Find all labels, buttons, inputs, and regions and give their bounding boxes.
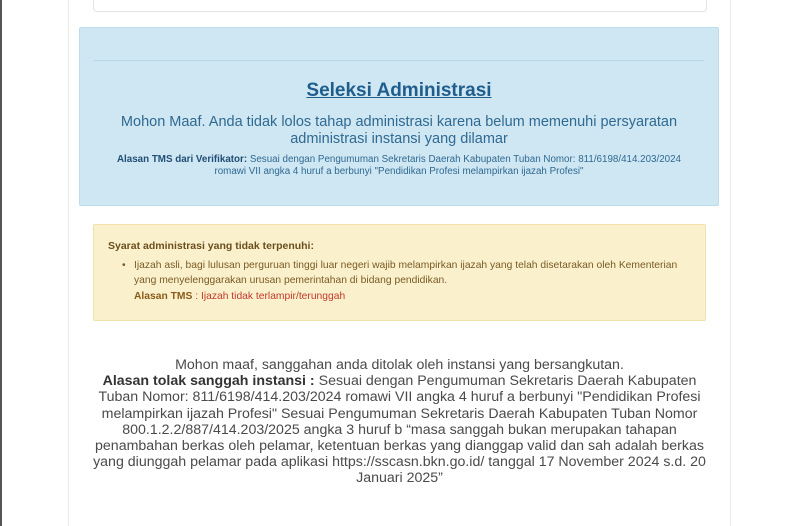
requirement-text: Ijazah asli, bagi lulusan perguruan tinggi luar negeri wajib melampirkan ijazah yang telah disetarakan oleh Kementerian yang menyelenggarakan urusan pemerintahan di bidang pendidikan. [134,260,678,286]
list-item [116,258,681,288]
tms-reason-value: : Ijazah tidak terlampir/terunggah [192,291,346,302]
unmet-requirements-heading: Syarat administrasi yang tidak terpenuhi: [108,240,314,252]
objection-reason-text: Sesuai dengan Pengumuman Sekretaris Daerah Kabupaten Tuban Nomor: 811/6198/414.203/2024 romawi VII angka 4 huruf a berbunyi "Pendidikan Profesi melampirkan ijazah Profesi" Sesuai Pengumuman Sekretaris Daerah Kabupaten Tuban Nomor 800.1.2.2/887/414.203/2025 angka 3 huruf b “masa sanggah bukan merupakan tahapan penambahan berkas oleh pelamar, ketentuan berkas yang dianggap valid dan sah adalah berkas yang diunggah pelamar pada aplikasi https://sscasn.bkn.go.id/ tanggal 17 November 2024 s.d. 20 Januari 2025” [93,373,706,487]
verifier-reason-label: Alasan TMS dari Verifikator: [116,154,248,165]
tms-reason-label: Alasan TMS [134,291,193,302]
tms-reason [116,289,681,304]
window-left-edge [0,0,2,526]
previous-card-bottom [93,0,707,12]
verifier-reason [106,154,692,178]
verifier-reason-text: Sesuai dengan Pengumuman Sekretaris Daerah Kabupaten Tuban Nomor: 811/6198/414.203/2024 romawi VII angka 4 huruf a berbunyi "Pendidikan Profesi melampirkan ijazah Profesi" [214,154,682,177]
bullet-icon: • [122,260,126,271]
unmet-requirements-list [116,258,681,304]
unmet-requirements-panel [93,224,706,321]
container-border-right [730,0,731,526]
rejection-message: Mohon Maaf. Anda tidak lolos tahap administrasi karena belum memenuhi persyaratan administrasi instansi yang dilamar [120,114,678,147]
objection-reason [92,373,707,486]
objection-result [92,357,707,487]
selection-result-panel [79,27,719,206]
panel-title: Seleksi Administrasi [306,80,492,101]
objection-rejected-message: Mohon maaf, sanggahan anda ditolak oleh instansi yang bersangkutan. [175,357,624,373]
objection-reason-label: Alasan tolak sanggah instansi : [102,373,315,390]
container-border-left [68,0,69,526]
panel-divider [94,60,704,61]
